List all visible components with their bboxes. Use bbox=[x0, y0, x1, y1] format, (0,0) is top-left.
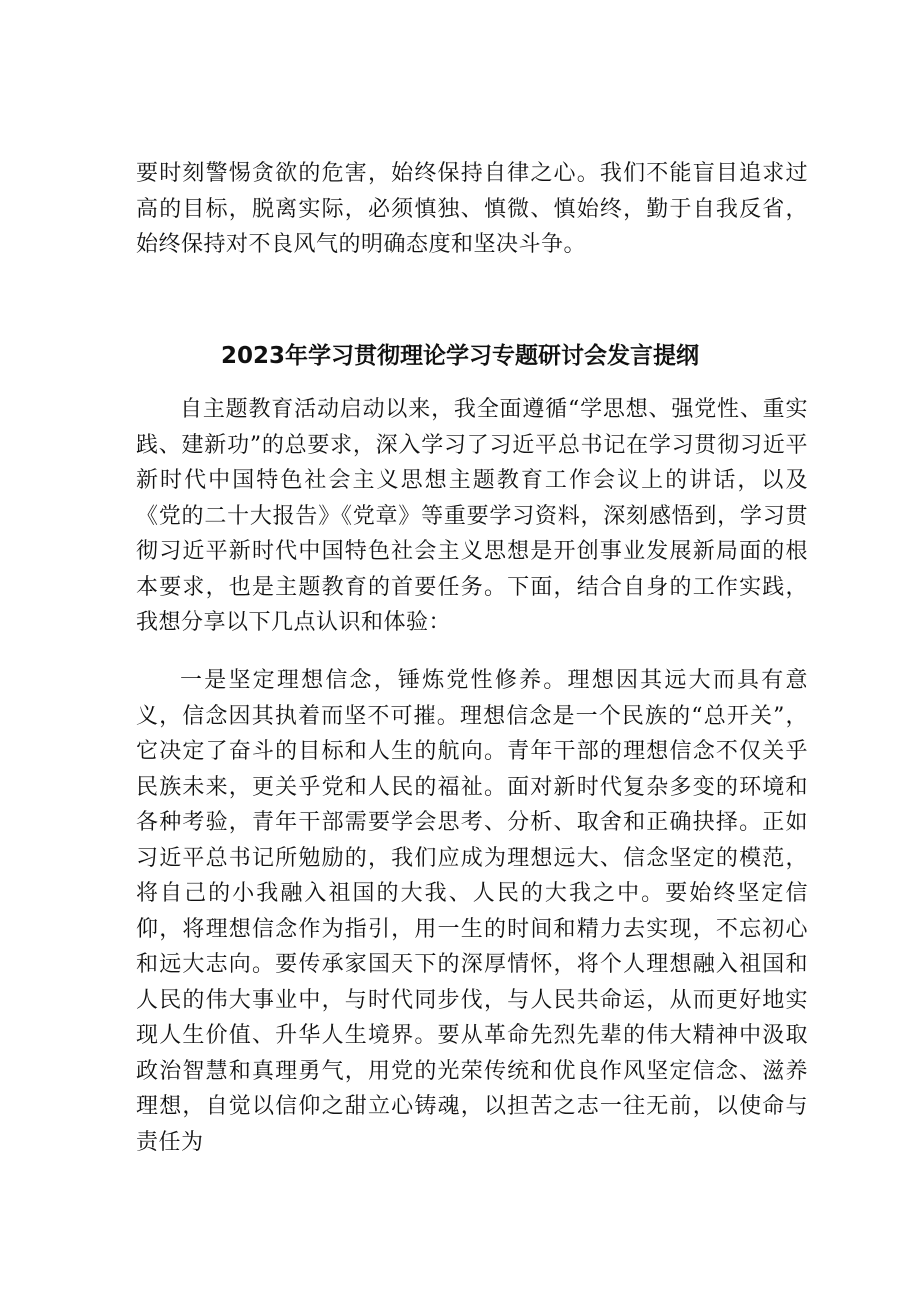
body-paragraph-intro: 自主题教育活动启动以来，我全面遵循“学思想、强党性、重实践、建新功”的总要求，深入学习了习近平总书记在学习贯彻习近平新时代中国特色社会主义思想主题教育工作会议上的讲话，以及《党的二十大报告》《党章》等重要学习资料，深刻感悟到，学习贯彻习近平新时代中国特色社会主义思想是开创事业发展新局面的根本要求，也是主题教育的首要任务。下面，结合自身的工作实践，我想分享以下几点认识和体验： bbox=[136, 397, 808, 635]
body-paragraph-point-one: 一是坚定理想信念，锤炼党性修养。理想因其远大而具有意义，信念因其执着而坚不可摧。理想信念是一个民族的“总开关”，它决定了奋斗的目标和人生的航向。青年干部的理想信念不仅关乎民族未来，更关乎党和人民的福祉。面对新时代复杂多变的环境和各种考验，青年干部需要学会思考、分析、取舍和正确抉择。正如习近平总书记所勉励的，我们应成为理想远大、信念坚定的模范，将自己的小我融入祖国的大我、人民的大我之中。要始终坚定信仰，将理想信念作为指引，用一生的时间和精力去实现，不忘初心和远大志向。要传承家国天下的深厚情怀，将个人理想融入祖国和人民的伟大事业中，与时代同步伐，与人民共命运，从而更好地实现人生价值、升华人生境界。要从革命先烈先辈的伟大精神中汲取政治智慧和真理勇气，用党的光荣传统和优良作风坚定信念、滋养理想，自觉以信仰之甜立心铸魂，以担苦之志一往无前，以使命与责任为 bbox=[136, 668, 808, 1155]
intro-continuation-paragraph: 要时刻警惕贪欲的危害，始终保持自律之心。我们不能盲目追求过高的目标，脱离实际，必须慎独、慎微、慎始终，勤于自我反省，始终保持对不良风气的明确态度和坚决斗争。 bbox=[136, 161, 808, 257]
document-title: 2023年学习贯彻理论学习专题研讨会发言提纲 bbox=[220, 343, 699, 369]
